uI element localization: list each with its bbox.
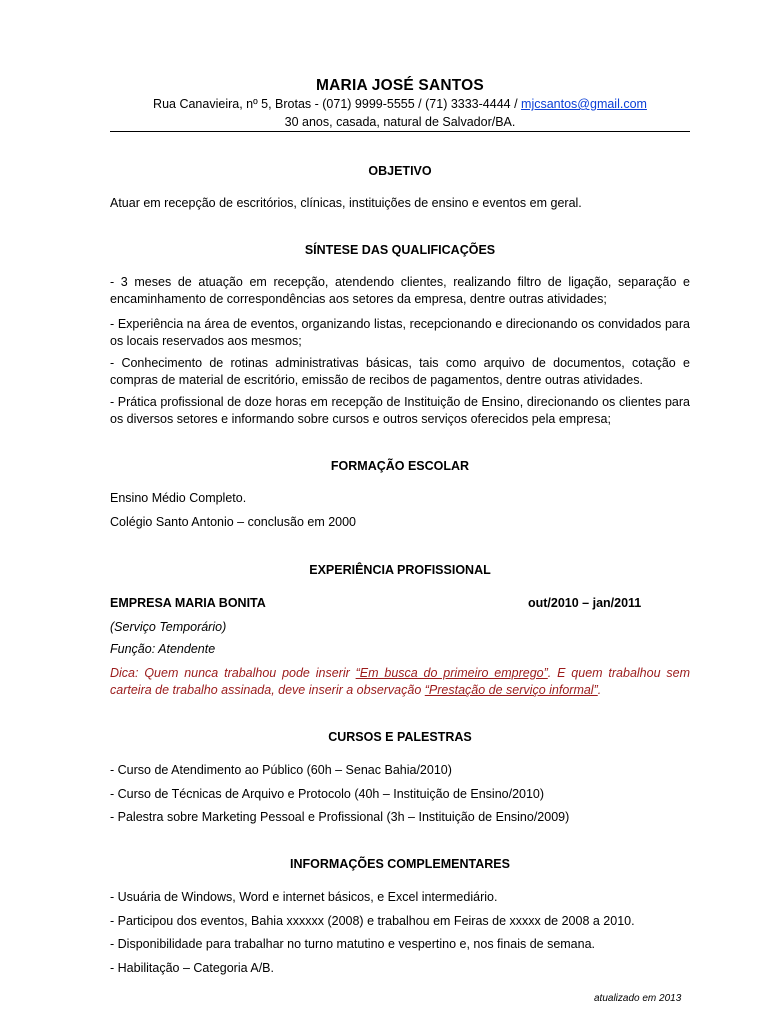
info-item: - Habilitação – Categoria A/B.: [110, 961, 274, 975]
contact-line: [110, 97, 690, 111]
employment-period: out/2010 – jan/2011: [528, 596, 642, 610]
info-item: - Participou dos eventos, Bahia xxxxxx (2008) e trabalhou em Feiras de xxxxx de 2008 a 2010.: [110, 914, 635, 928]
curso-item: - Palestra sobre Marketing Pessoal e Profissional (3h – Instituição de Ensino/2009): [110, 810, 570, 824]
sintese-item: - 3 meses de atuação em recepção, atendendo clientes, realizando filtro de ligação, separação e encaminhamento de correspondências aos setores da empresa, dentre outras atividades;: [110, 275, 690, 306]
sintese-item: - Experiência na área de eventos, organizando listas, recepcionando e direcionando os convidados para os locais reservados aos mesmos;: [110, 317, 690, 348]
sintese-item: - Conhecimento de rotinas administrativas básicas, tais como arquivo de documentos, cotação e compras de material de escritório, emissão de recibos de pagamentos, dentre outras atividades.: [110, 356, 690, 387]
address-phone: Rua Canavieira, nº 5, Brotas - (071) 9999-5555 / (71) 3333-4444 /: [153, 97, 522, 111]
info-item: - Disponibilidade para trabalhar no turno matutino e vespertino e, nos finais de semana.: [110, 937, 596, 951]
curso-item: - Curso de Técnicas de Arquivo e Protocolo (40h – Instituição de Ensino/2010): [110, 787, 545, 801]
tip-highlight-first-job: “Em busca do primeiro emprego”: [355, 666, 548, 680]
section-heading-complementares: INFORMAÇÕES COMPLEMENTARES: [290, 857, 510, 871]
company-name: EMPRESA MARIA BONITA: [110, 596, 266, 610]
employment-type: (Serviço Temporário): [110, 620, 227, 634]
section-heading-cursos: CURSOS E PALESTRAS: [328, 730, 472, 744]
formacao-item: Colégio Santo Antonio – conclusão em 2000: [110, 515, 357, 529]
header-divider: [110, 131, 690, 132]
formacao-item: Ensino Médio Completo.: [110, 491, 247, 505]
section-heading-formacao: FORMAÇÃO ESCOLAR: [330, 459, 470, 473]
section-heading-sintese: SÍNTESE DAS QUALIFICAÇÕES: [304, 243, 496, 257]
tip-note: [110, 665, 690, 699]
sintese-item: - Prática profissional de doze horas em recepção de Instituição de Ensino, direcionando os clientes para os diversos setores e informando sobre cursos e outros serviços oferecidos pela empresa;: [110, 395, 690, 426]
personal-info: 30 anos, casada, natural de Salvador/BA.: [284, 115, 516, 129]
tip-text: .: [597, 683, 602, 697]
objetivo-text: Atuar em recepção de escritórios, clínicas, instituições de ensino e eventos em geral.: [110, 196, 582, 210]
job-role: Função: Atendente: [110, 642, 216, 656]
email-link[interactable]: mjcsantos@gmail.com: [521, 97, 647, 111]
curso-item: - Curso de Atendimento ao Público (60h – Senac Bahia/2010): [110, 763, 452, 777]
section-heading-objetivo: OBJETIVO: [368, 164, 432, 178]
tip-text: . E quem trabalhou sem carteira de trabalho assinada, deve inserir a observação: [110, 666, 690, 697]
info-item: - Usuária de Windows, Word e internet básicos, e Excel intermediário.: [110, 890, 498, 904]
tip-highlight-informal: “Prestação de serviço informal”: [424, 683, 598, 697]
tip-text: Dica: Quem nunca trabalhou pode inserir: [110, 666, 356, 680]
candidate-name: MARIA JOSÉ SANTOS: [316, 77, 484, 94]
updated-note: atualizado em 2013: [594, 993, 682, 1004]
section-heading-experiencia: EXPERIÊNCIA PROFISSIONAL: [309, 563, 491, 577]
